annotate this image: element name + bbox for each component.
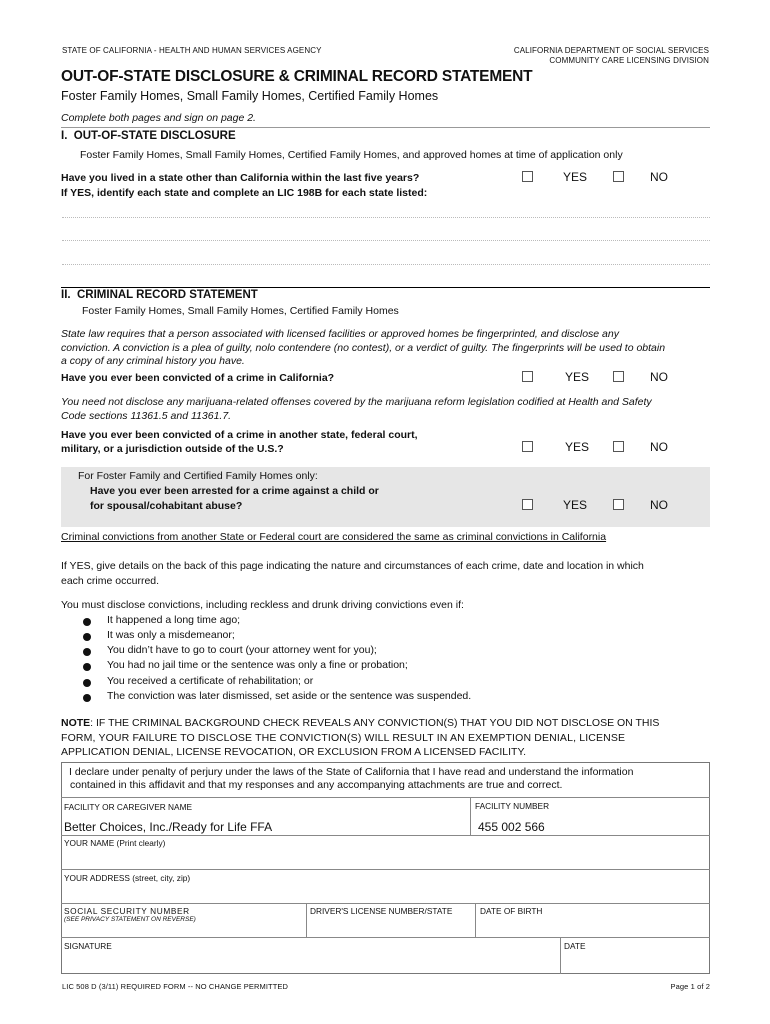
your-name-field[interactable] xyxy=(64,850,704,868)
section-1-number: I. xyxy=(61,130,68,142)
date-label: DATE xyxy=(564,941,586,951)
bullet-item: You didn’t have to go to court (your attorney went for you); xyxy=(107,644,377,656)
other-jurisdiction-yes-checkbox[interactable] xyxy=(522,441,533,452)
perjury-declaration xyxy=(69,766,633,791)
facility-number-label: FACILITY NUMBER xyxy=(475,801,550,811)
out-of-state-yes-checkbox[interactable] xyxy=(522,171,533,182)
ssn-privacy-note: (SEE PRIVACY STATEMENT ON REVERSE) xyxy=(64,916,196,923)
california-conviction-question: Have you ever been convicted of a crime in California? xyxy=(61,372,335,384)
law-line: State law requires that a person associated with licensed facilities or approved homes be fingerprinted, and disclose any xyxy=(61,328,619,340)
yes-label: YES xyxy=(563,498,588,512)
section-2-applies: Foster Family Homes, Small Family Homes, Certified Family Homes xyxy=(82,305,399,317)
state-entry-line[interactable] xyxy=(62,217,710,218)
state-entry-line[interactable] xyxy=(62,264,710,265)
row-divider xyxy=(61,869,710,870)
question-line: Have you ever been arrested for a crime against a child or xyxy=(90,485,379,497)
marijuana-line: You need not disclose any marijuana-related offenses covered by the marijuana reform legislation codified at Health and Safety xyxy=(61,396,652,408)
bullet-item: It happened a long time ago; xyxy=(107,614,241,626)
address-label: YOUR ADDRESS (street, city, zip) xyxy=(64,873,191,883)
declaration-line: I declare under penalty of perjury under the laws of the State of California that I have read and understand the information xyxy=(69,766,634,778)
yes-label: YES xyxy=(563,170,588,184)
section-1-applies: Foster Family Homes, Small Family Homes, Certified Family Homes, and approved homes at time of application only xyxy=(80,149,623,161)
yes-label: YES xyxy=(565,370,590,384)
signature-label: SIGNATURE xyxy=(64,941,112,951)
row-divider xyxy=(61,797,710,798)
bullet-item: The conviction was later dismissed, set aside or the sentence was suspended. xyxy=(107,690,472,702)
bullet-item: You had no jail time or the sentence was only a fine or probation; xyxy=(107,659,408,671)
note-line: APPLICATION DENIAL, LICENSE REVOCATION, OR EXCLUSION FROM A LICENSED FACILITY. xyxy=(61,746,527,758)
date-of-birth-label: DATE OF BIRTH xyxy=(480,906,543,916)
signature-field[interactable] xyxy=(64,953,554,971)
facility-name-label: FACILITY OR CAREGIVER NAME xyxy=(64,802,193,812)
department-name xyxy=(514,46,709,66)
question-line: Have you ever been convicted of a crime in another state, federal court, xyxy=(61,429,418,441)
no-label: NO xyxy=(650,170,668,184)
row-divider xyxy=(61,835,710,836)
column-divider xyxy=(470,797,471,835)
form-instruction: Complete both pages and sign on page 2. xyxy=(61,112,256,124)
drivers-license-label: DRIVER'S LICENSE NUMBER/STATE xyxy=(310,906,453,916)
section-2-number: II. xyxy=(61,289,71,301)
bullet-dot xyxy=(83,648,91,656)
divider xyxy=(61,127,710,128)
facility-name-field[interactable]: Better Choices, Inc./Ready for Life FFA xyxy=(64,820,273,834)
section-divider xyxy=(61,287,710,288)
bullet-dot xyxy=(83,633,91,641)
department-line: CALIFORNIA DEPARTMENT OF SOCIAL SERVICES xyxy=(513,46,709,55)
your-name-label: YOUR NAME (Print clearly) xyxy=(64,838,166,848)
declaration-line: contained in this affidavit and that my responses and any accompanying attachments are true and correct. xyxy=(70,778,563,791)
ssn-label: SOCIAL SECURITY NUMBER xyxy=(64,906,190,916)
bullet-item: It was only a misdemeanor; xyxy=(107,629,235,641)
declaration-box xyxy=(61,762,710,974)
arrest-yes-checkbox[interactable] xyxy=(522,499,533,510)
note-line: : IF THE CRIMINAL BACKGROUND CHECK REVEALS ANY CONVICTION(S) THAT YOU DID NOT DISCLOSE ON THIS xyxy=(90,717,660,729)
no-label: NO xyxy=(650,370,668,384)
out-of-state-no-checkbox[interactable] xyxy=(613,171,624,182)
question-line: military, or a jurisdiction outside of the U.S.? xyxy=(61,443,284,455)
bullet-item: You received a certificate of rehabilitation; or xyxy=(107,675,314,687)
address-field[interactable] xyxy=(64,885,704,903)
column-divider xyxy=(306,903,307,937)
form-id: LIC 508 D (3/11) REQUIRED FORM -- NO CHANGE PERMITTED xyxy=(62,982,289,991)
law-line: a copy of any criminal history you have. xyxy=(61,355,245,367)
note-line: FORM, YOUR FAILURE TO DISCLOSE THE CONVICTION(S) WILL RESULT IN AN EXEMPTION DENIAL, LICENSE xyxy=(61,731,626,744)
form-subtitle: Foster Family Homes, Small Family Homes, Certified Family Homes xyxy=(61,89,439,103)
no-label: NO xyxy=(650,498,668,512)
form-title: OUT-OF-STATE DISCLOSURE & CRIMINAL RECORD STATEMENT xyxy=(61,68,533,85)
bullet-dot xyxy=(83,679,91,687)
state-entry-line[interactable] xyxy=(62,240,710,241)
california-conviction-no-checkbox[interactable] xyxy=(613,371,624,382)
no-label: NO xyxy=(650,440,668,454)
non-disclosure-note xyxy=(61,716,711,760)
other-jurisdiction-question xyxy=(61,428,418,456)
yes-label: YES xyxy=(565,440,590,454)
section-2-heading xyxy=(61,289,258,301)
arrest-no-checkbox[interactable] xyxy=(613,499,624,510)
column-divider xyxy=(560,937,561,974)
details-line: If YES, give details on the back of this page indicating the nature and circumstances of each crime, date and location in which xyxy=(61,560,644,572)
bullet-dot xyxy=(83,618,91,626)
marijuana-line: Code sections 11361.5 and 11361.7. xyxy=(61,410,232,422)
disclose-intro: You must disclose convictions, including reckless and drunk driving convictions even if: xyxy=(61,599,464,611)
out-of-state-question: Have you lived in a state other than California within the last five years? xyxy=(61,172,420,184)
section-1-heading xyxy=(61,130,236,142)
division-line: COMMUNITY CARE LICENSING DIVISION xyxy=(549,56,709,65)
date-field[interactable] xyxy=(564,953,704,971)
arrest-question xyxy=(90,484,379,514)
section-1-title: OUT-OF-STATE DISCLOSURE xyxy=(73,130,236,142)
details-instruction xyxy=(61,559,644,588)
page-number: Page 1 of 2 xyxy=(670,982,710,991)
conviction-equivalence-statement: Criminal convictions from another State or Federal court are considered the same as criminal convictions in California xyxy=(61,531,607,543)
column-divider xyxy=(475,903,476,937)
facility-number-field[interactable]: 455 002 566 xyxy=(478,820,545,834)
other-jurisdiction-no-checkbox[interactable] xyxy=(613,441,624,452)
ffh-only-label: For Foster Family and Certified Family Homes only: xyxy=(78,470,318,482)
law-line: conviction. A conviction is a plea of guilty, nolo contendere (no contest), or a verdict of guilty. The fingerprints will be used to obtain xyxy=(61,341,666,354)
section-2-title: CRIMINAL RECORD STATEMENT xyxy=(76,289,258,301)
out-of-state-followup: If YES, identify each state and complete an LIC 198B for each state listed: xyxy=(61,187,428,199)
row-divider xyxy=(61,903,710,904)
fingerprint-law-text xyxy=(61,328,713,369)
note-label: NOTE xyxy=(61,717,91,729)
bullet-dot xyxy=(83,663,91,671)
row-divider xyxy=(61,937,710,938)
question-line: for spousal/cohabitant abuse? xyxy=(90,500,243,512)
bullet-dot xyxy=(83,694,91,702)
california-conviction-yes-checkbox[interactable] xyxy=(522,371,533,382)
marijuana-exemption-text xyxy=(61,395,652,423)
details-line: each crime occurred. xyxy=(61,574,160,587)
agency-name: STATE OF CALIFORNIA - HEALTH AND HUMAN SERVICES AGENCY xyxy=(62,46,322,55)
